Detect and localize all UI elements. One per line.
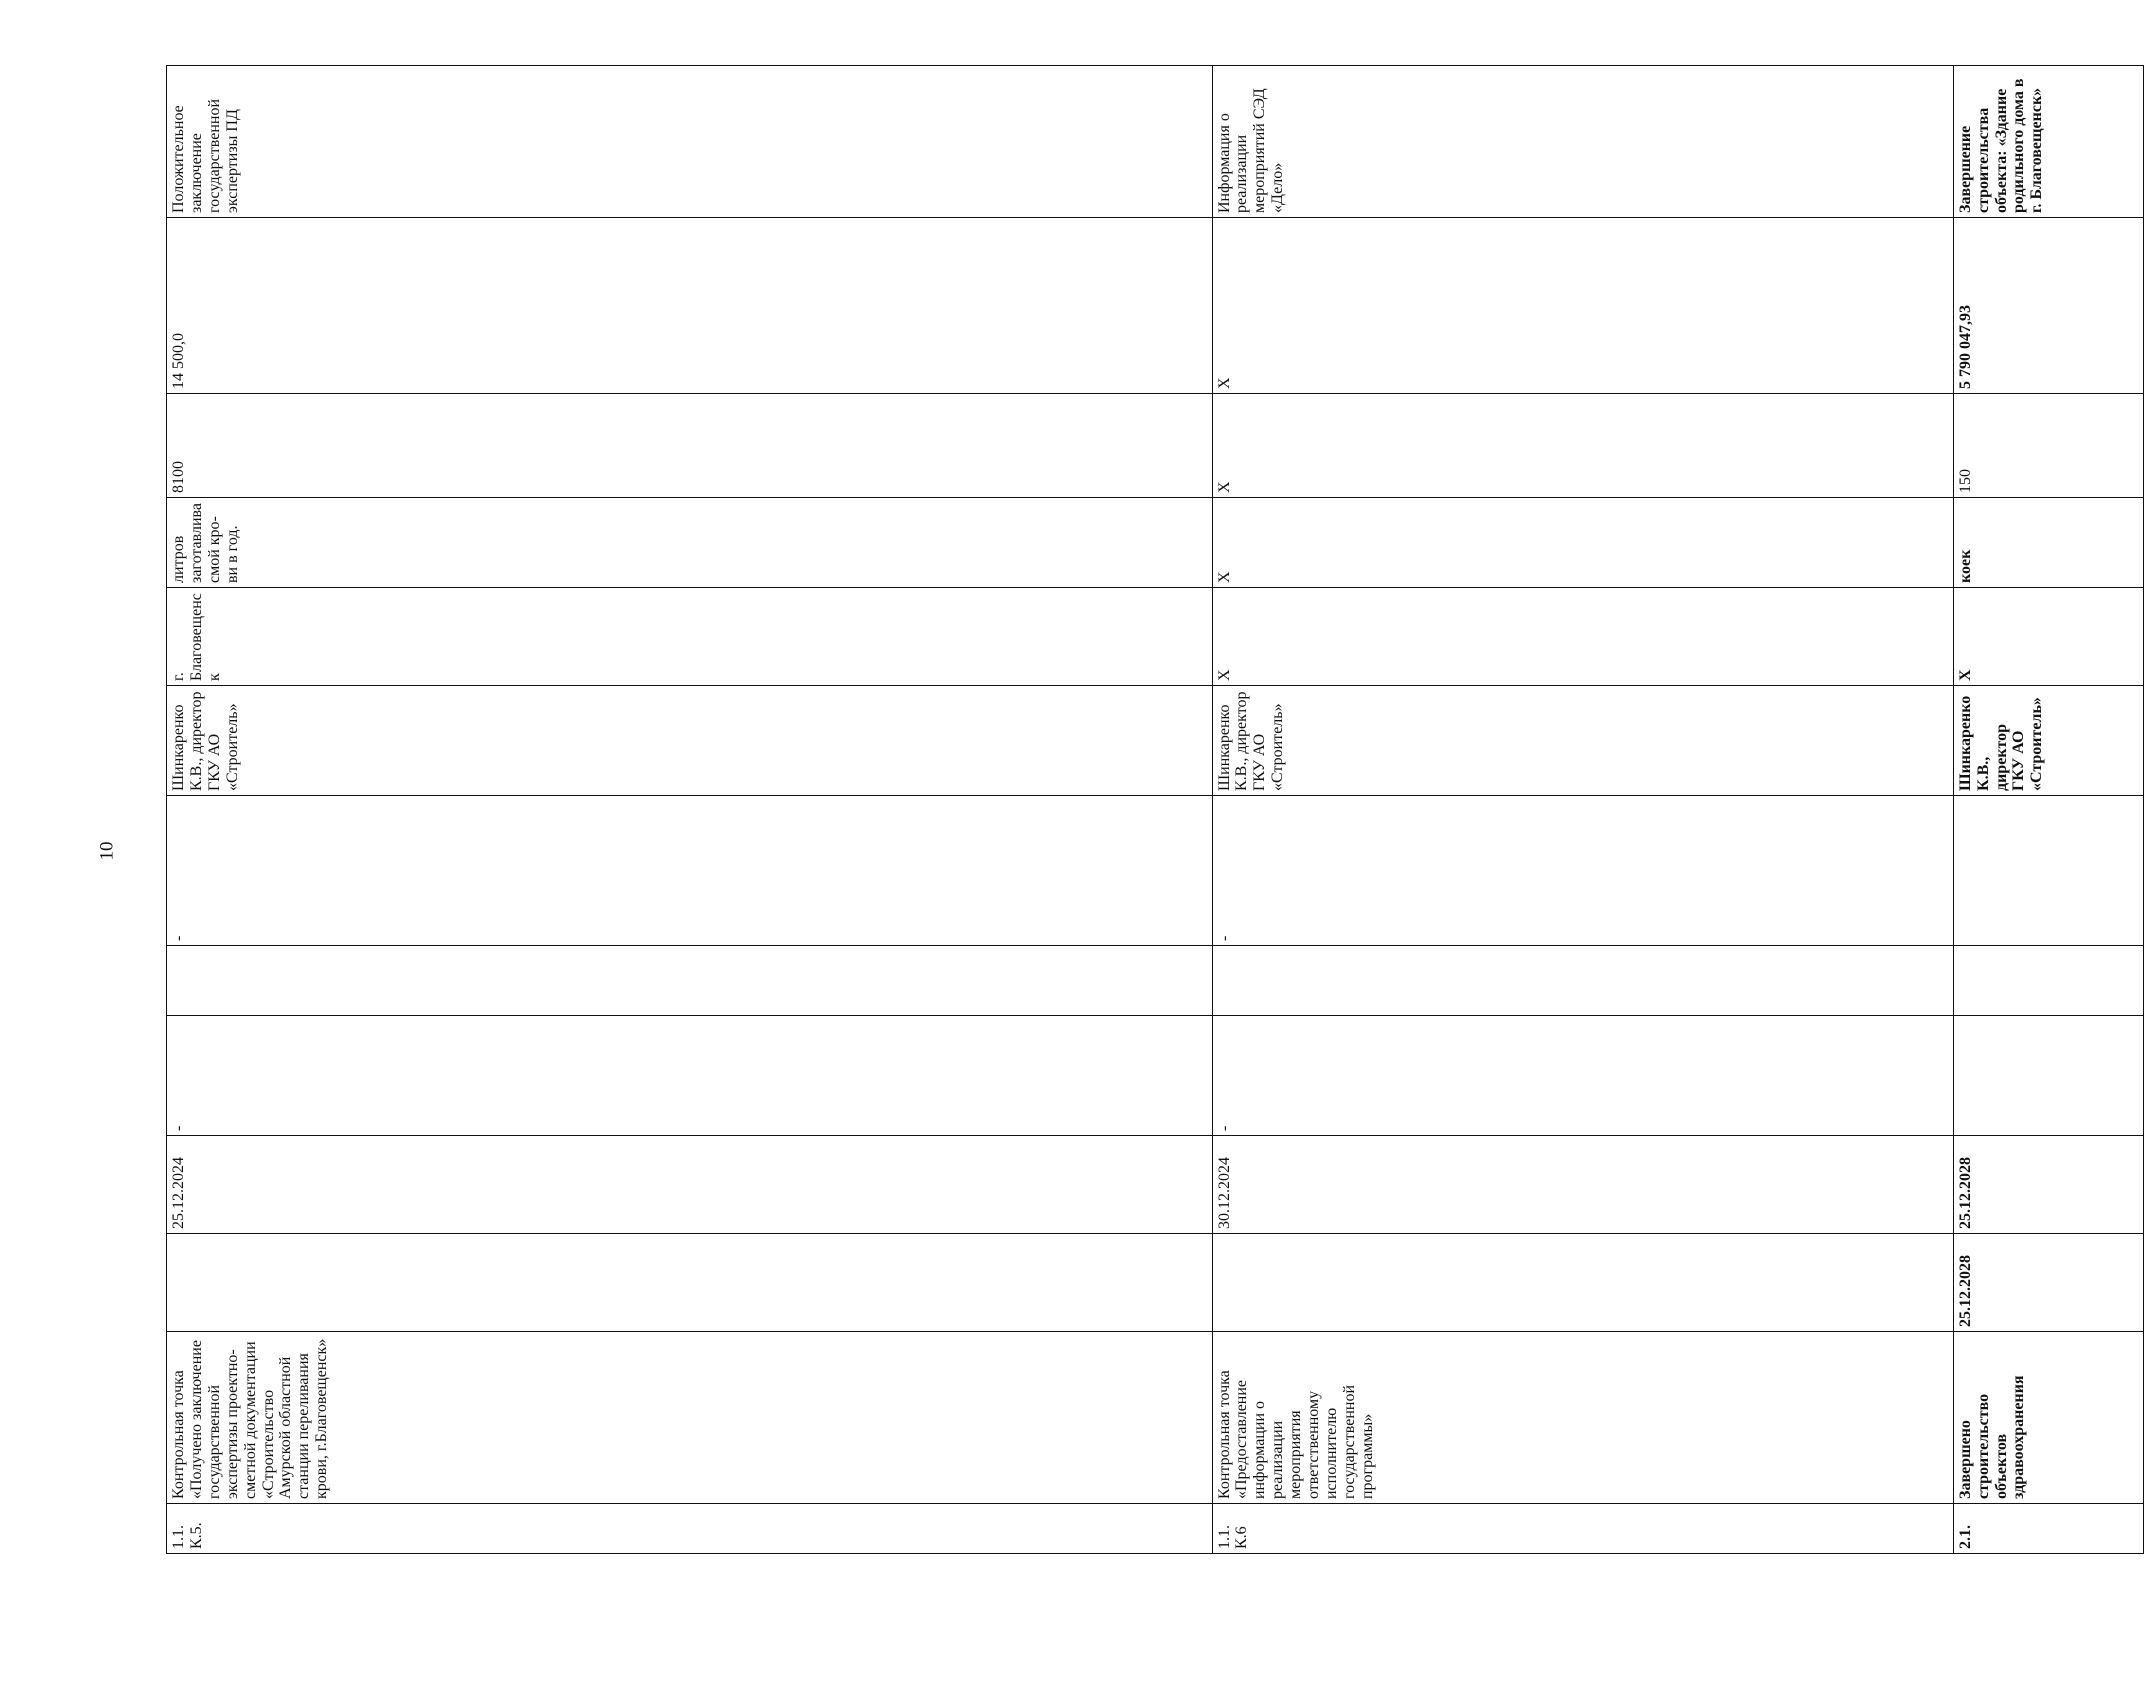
cell-start bbox=[1212, 1234, 1953, 1332]
cell-unit: литров заготавлива смой кро-ви в год. bbox=[167, 498, 1213, 588]
cell-mark1: - bbox=[167, 1016, 1213, 1136]
plan-table bbox=[166, 65, 2144, 1554]
table-row bbox=[1953, 66, 2143, 1554]
table-row bbox=[167, 66, 1213, 1554]
cell-value: Х bbox=[1212, 394, 1953, 498]
cell-end: 25.12.2024 bbox=[167, 1136, 1213, 1234]
cell-mark3 bbox=[1953, 796, 2143, 946]
page-number: 10 bbox=[96, 841, 118, 861]
cell-responsible: Шинкаренко К.В., директор ГКУ АО «Строитель» bbox=[167, 686, 1213, 796]
cell-name: Завершено строительство объектов здравоохранения bbox=[1953, 1332, 2143, 1504]
cell-result: Положительное заключение государственной экспертизы ПД bbox=[167, 66, 1213, 218]
cell-mark3: - bbox=[1212, 796, 1953, 946]
cell-mark2 bbox=[1953, 946, 2143, 1016]
cell-result: Информация о реализации мероприятий СЭД «Дело» bbox=[1212, 66, 1953, 218]
cell-name: Контрольная точка «Предоставление информации о реализации мероприятия ответственному исполнителю государственной программы» bbox=[1212, 1332, 1953, 1504]
cell-location: г. Благовещенск bbox=[167, 588, 1213, 686]
rotated-table-container bbox=[166, 66, 2046, 1554]
cell-id: 2.1. bbox=[1953, 1504, 2143, 1554]
table-row bbox=[1212, 66, 1953, 1554]
cell-end: 25.12.2028 bbox=[1953, 1136, 2143, 1234]
cell-cost: 5 790 047,93 bbox=[1953, 218, 2143, 394]
cell-value: 150 bbox=[1953, 394, 2143, 498]
cell-id: 1.1. К.5. bbox=[167, 1504, 1213, 1554]
table-wrapper bbox=[166, 66, 2046, 1554]
cell-value: 8100 bbox=[167, 394, 1213, 498]
cell-responsible: Шинкаренко К.В., директор ГКУ АО «Строитель» bbox=[1212, 686, 1953, 796]
cell-location: Х bbox=[1212, 588, 1953, 686]
cell-id: 1.1. К.6 bbox=[1212, 1504, 1953, 1554]
cell-unit: Х bbox=[1212, 498, 1953, 588]
cell-unit: коек bbox=[1953, 498, 2143, 588]
cell-mark2 bbox=[167, 946, 1213, 1016]
cell-mark2 bbox=[1212, 946, 1953, 1016]
cell-mark1 bbox=[1953, 1016, 2143, 1136]
cell-mark1: - bbox=[1212, 1016, 1953, 1136]
cell-start: 25.12.2028 bbox=[1953, 1234, 2143, 1332]
cell-start bbox=[167, 1234, 1213, 1332]
cell-name: Контрольная точка «Получено заключение государственной экспертизы проектно-сметной документации «Строительство Амурской областной станции переливания крови, г.Благовещенск» bbox=[167, 1332, 1213, 1504]
cell-location: Х bbox=[1953, 588, 2143, 686]
cell-end: 30.12.2024 bbox=[1212, 1136, 1953, 1234]
cell-cost: Х bbox=[1212, 218, 1953, 394]
cell-cost: 14 500,0 bbox=[167, 218, 1213, 394]
cell-mark3: - bbox=[167, 796, 1213, 946]
cell-result: Завершение строительства объекта: «Здание родильного дома в г. Благовещенск» bbox=[1953, 66, 2143, 218]
cell-responsible: Шинкаренко К.В., директор ГКУ АО «Строитель» bbox=[1953, 686, 2143, 796]
